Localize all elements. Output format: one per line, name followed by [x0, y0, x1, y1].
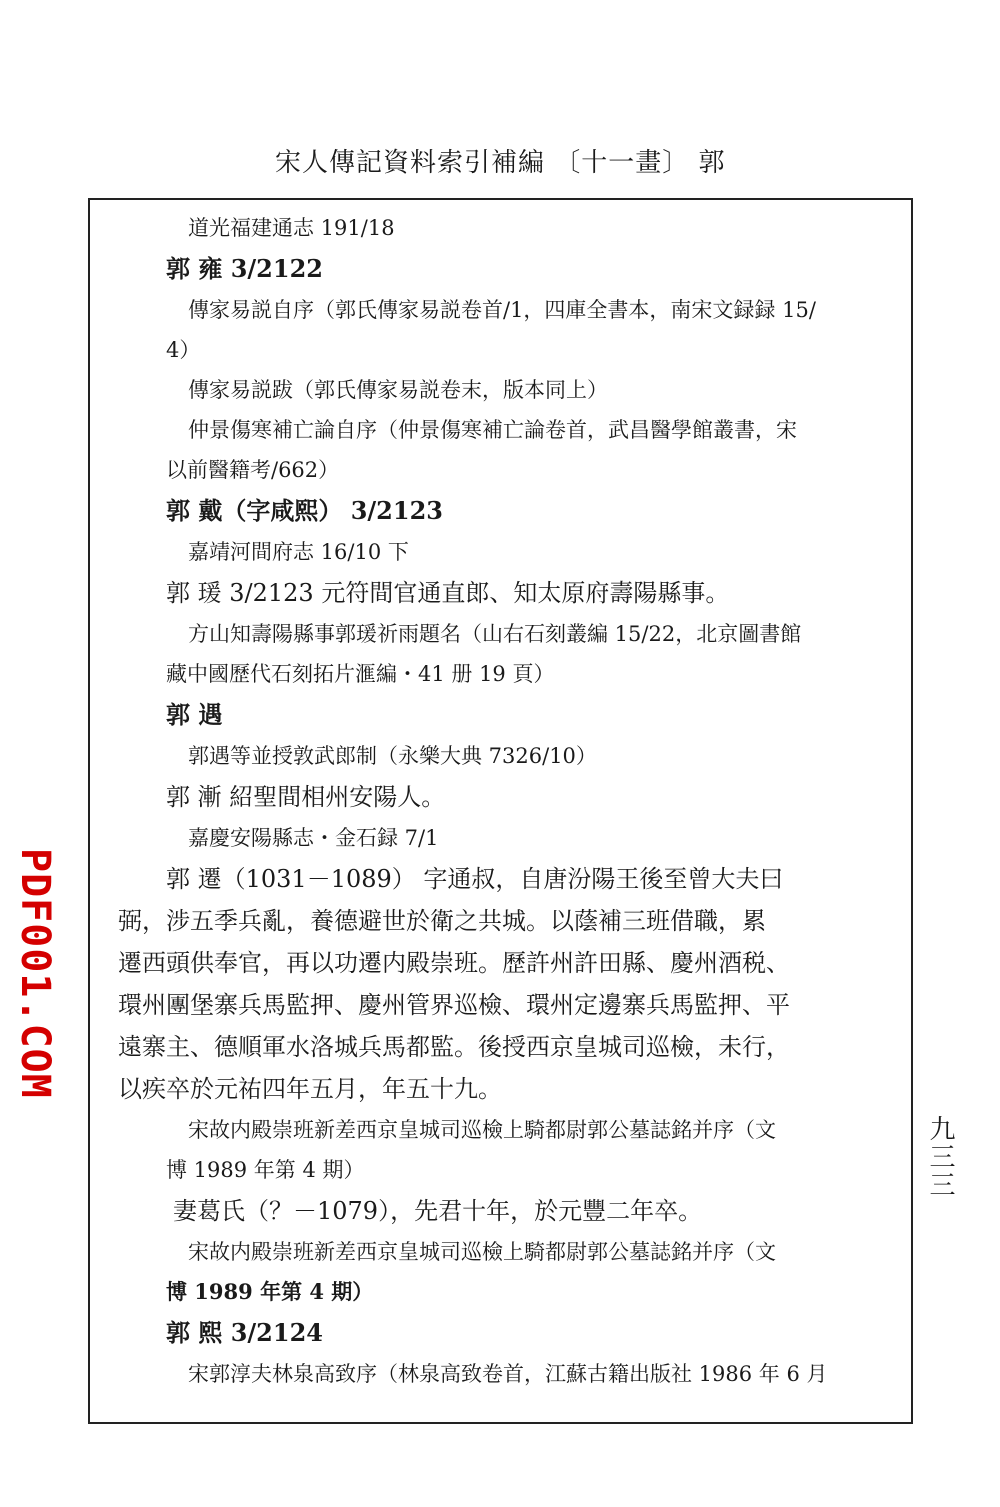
entry-heading: 郭 戴（字咸熙） 3/2123	[166, 496, 443, 525]
biography-text: 遷西頭供奉官，再以功遷内殿崇班。歷許州許田縣、慶州酒税、	[118, 949, 790, 977]
biography-text: 遠寨主、德順軍水洛城兵馬都監。後授西京皇城司巡檢，未行，	[118, 1033, 790, 1061]
source-line-continued: 博 1989 年第 4 期）	[166, 1279, 374, 1304]
source-line-continued: 以前醫籍考/662）	[166, 458, 340, 482]
entry-heading: 郭 瑗 3/2123 元符間官通直郎、知太原府壽陽縣事。	[166, 579, 730, 607]
entry-heading: 郭 遇	[166, 700, 223, 729]
entry-heading: 郭 遷（1031－1089） 字通叔，自唐汾陽王後至曾大夫曰	[166, 865, 784, 893]
source-line: 郭遇等並授敦武郎制（永樂大典 7326/10）	[188, 744, 597, 768]
source-line: 嘉靖河間府志 16/10 下	[188, 540, 409, 564]
source-line: 宋故内殿崇班新差西京皇城司巡檢上騎都尉郭公墓誌銘并序（文	[188, 1240, 776, 1264]
spouse-line: 妻葛氏（？－1079），先君十年，於元豐二年卒。	[173, 1197, 703, 1225]
entry-heading: 郭 熙 3/2124	[166, 1318, 323, 1347]
entry-heading: 郭 雍 3/2122	[166, 254, 323, 283]
page-header-title: 宋人傳記資料索引補編 〔十一畫〕 郭	[275, 148, 726, 178]
source-line: 嘉慶安陽縣志・金石録 7/1	[188, 826, 439, 850]
source-line-continued: 博 1989 年第 4 期）	[166, 1158, 365, 1182]
source-line: 道光福建通志 191/18	[188, 216, 395, 240]
source-line: 宋故内殿崇班新差西京皇城司巡檢上騎都尉郭公墓誌銘并序（文	[188, 1118, 776, 1142]
page-number: 九三三	[925, 1115, 955, 1199]
biography-text: 環州團堡寨兵馬監押、慶州管界巡檢、環州定邊寨兵馬監押、平	[118, 991, 790, 1019]
source-line: 方山知壽陽縣事郭瑗祈雨題名（山右石刻叢編 15/22，北京圖書館	[188, 622, 802, 646]
biography-text: 弼，涉五季兵亂，養德避世於衛之共城。以蔭補三班借職，累	[118, 907, 766, 935]
source-line: 傳家易説跋（郭氏傳家易説卷末，版本同上）	[188, 378, 608, 402]
document-body	[118, 208, 888, 1394]
source-line: 仲景傷寒補亡論自序（仲景傷寒補亡論卷首，武昌醫學館叢書，宋	[188, 418, 797, 442]
source-line: 宋郭淳夫林泉高致序（林泉高致卷首，江蘇古籍出版社 1986 年 6 月	[188, 1362, 828, 1386]
watermark-text: PDF001.COM	[12, 848, 58, 1099]
biography-text: 以疾卒於元祐四年五月，年五十九。	[118, 1075, 502, 1103]
source-line-continued: 4）	[166, 338, 201, 362]
source-line: 傳家易説自序（郭氏傳家易説卷首/1，四庫全書本，南宋文録録 15/	[188, 298, 816, 322]
source-line-continued: 藏中國歷代石刻拓片滙編・41 册 19 頁）	[166, 662, 555, 686]
entry-heading: 郭 漸 紹聖間相州安陽人。	[166, 783, 446, 811]
